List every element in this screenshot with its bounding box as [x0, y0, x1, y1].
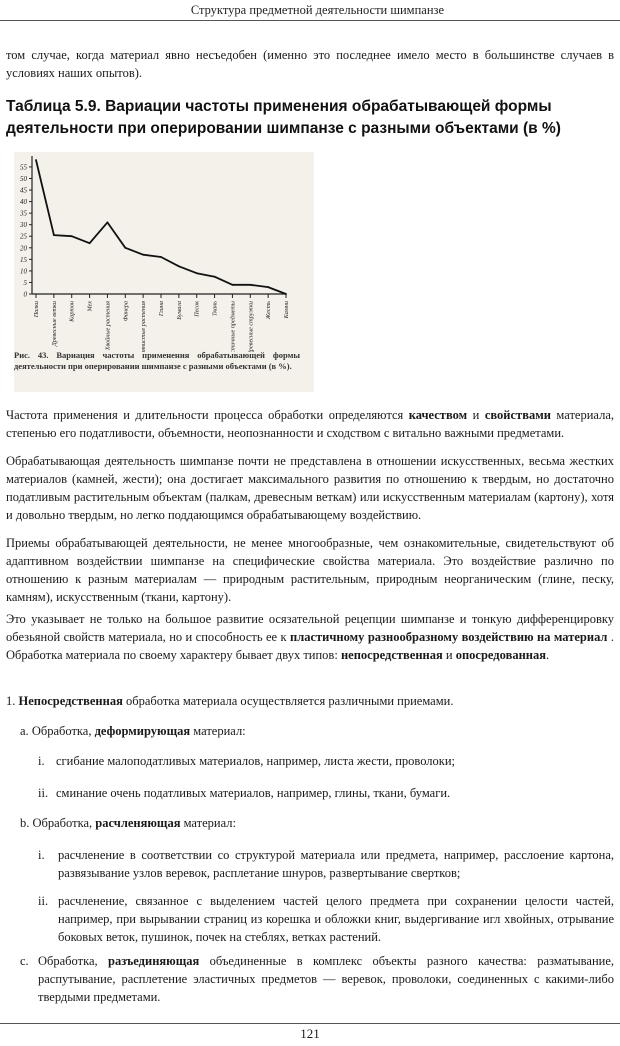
list-marker: a. [20, 724, 29, 738]
p4-text-d: и [442, 648, 456, 662]
list-item-a-bold: деформирующая [94, 724, 191, 738]
p4-bold-plastic: пластичному разнообразному воздействию на материал [290, 630, 608, 644]
list-item-a-i-text: сгибание малоподатливых материалов, например, листа жести, проволоки; [56, 754, 456, 768]
table-heading: Таблица 5.9. Вариации частоты применения обрабатывающей формы деятельности при оперировании шимпанзе с разными объектами (в %) [6, 98, 561, 137]
data-point [71, 235, 73, 237]
data-point [249, 284, 251, 286]
data-point [214, 276, 216, 278]
data-point [107, 221, 109, 223]
paragraph-1 [6, 406, 614, 442]
x-tick-label: Жесть [265, 301, 273, 320]
p1-text-d: материала, степенью его податливости, объемности, неопознанности и сходством с витально важными предметами. [6, 408, 614, 440]
y-tick-label: 30 [20, 221, 27, 230]
x-tick-label: Хвойные растения [104, 301, 112, 351]
x-tick-label: Ткань [211, 301, 219, 316]
p1-bold-quality: качеством [408, 408, 468, 422]
list-item-a-ii-text: сминание очень податливых материалов, например, глины, ткани, бумаги. [56, 786, 451, 800]
x-tick-label: Фанера [122, 301, 130, 322]
data-point [178, 265, 180, 267]
data-point [160, 256, 162, 258]
list-item-c-pre: Обработка, [38, 954, 108, 968]
p4-bold-mediated: опосредованная [455, 648, 546, 662]
figure-caption: Рис. 43. Вариация частоты применения обрабатывающей формы деятельности при оперировании шимпанзе с разными объектами (в %). [14, 350, 300, 371]
y-tick-label: 25 [20, 232, 27, 241]
list-marker: b. [20, 816, 30, 830]
x-tick-label: Бумага [175, 301, 183, 320]
list-marker: 1. [6, 694, 16, 708]
x-tick-label: Мех [86, 301, 94, 312]
y-tick-label: 20 [20, 244, 27, 253]
running-title: Структура предметной деятельности шимпанзе [190, 3, 444, 17]
page-number: 121 [300, 1026, 320, 1041]
x-tick-label: Картон [68, 301, 76, 322]
list-item-b-i [38, 846, 614, 882]
p1-text-a: Частота применения и длительности процесса обработки определяются [6, 408, 409, 422]
line-chart [14, 152, 314, 352]
list-item-b [20, 814, 614, 832]
list-marker: i. [38, 754, 45, 768]
x-tick-label: Древесные стружки [247, 301, 255, 352]
running-header [0, 0, 620, 20]
y-tick-label: 0 [23, 290, 27, 299]
list-item-b-i-text: расчленение в соответствии со структурой материала или предмета, например, расслоение картона, развязывание узлов веревок, расплетание шнуров, развертывание свертков; [58, 848, 614, 880]
y-tick-label: 10 [20, 267, 27, 276]
figure [14, 152, 314, 392]
data-point [142, 254, 144, 256]
list-item-a-pre: Обработка, [31, 724, 95, 738]
p1-bold-properties: свойствами [484, 408, 551, 422]
data-point [267, 286, 269, 288]
p4-text-e: . [545, 648, 550, 662]
x-tick-label: Песок [193, 301, 201, 317]
paragraph-3: Приемы обрабатывающей деятельности, не менее многообразные, чем ознакомительные, свидетельствуют об адаптивном воздействии шимпанзе на специфические свойства материала. Это воздействие различно по отношению к разным материалам — природным растительным, природным неорганическим (глине, песку, камням), искусственным (ткани, картону). [6, 536, 614, 604]
list-item-b-ii-text: расчленение, связанное с выделением частей целого предмета при сохранении целости частей, например, при вырывании страниц из корешка и обложки книг, выдергивание игл хвойных, отрывание боковых веток, пушинок, почек на стеблях, ветках растений. [58, 894, 614, 944]
y-tick-label: 40 [20, 198, 27, 207]
list-item-1 [6, 692, 614, 710]
p4-text-c: . Обработка материала по своему характеру бывает двух типов: [6, 630, 614, 662]
paragraph-2: Обрабатывающая деятельность шимпанзе почти не представлена в отношении искусственных, весьма жестких материалов (камней, жести); она достигает максимального развития по отношению к твердым, но достаточно податливым растительным объектам (палкам, древесным веткам) или искусственным материалам (картону), хотя и довольно твердым, но легко поддающимся обрабатывающему воздействию. [6, 454, 614, 522]
list-marker: ii. [38, 786, 49, 800]
list-item-c-bold: разъединяющая [108, 954, 200, 968]
list-item-a-i [38, 752, 614, 770]
list-item-a [20, 722, 614, 740]
list-marker: i. [38, 848, 45, 862]
list-item-a-ii [38, 784, 614, 802]
list-item-1-bold: Непосредственная [18, 694, 123, 708]
y-tick-label: 35 [20, 209, 27, 218]
list-marker: c. [20, 954, 29, 968]
p1-text-c: и [467, 408, 485, 422]
y-tick-label: 5 [23, 278, 27, 287]
data-point [35, 159, 37, 161]
p4-text-a: Это указывает не только на большое развитие осязательной рецепции шимпанзе и тонкую дифференцировку обезьяной свойств материала, но и способность ее к [6, 612, 614, 644]
y-tick-label: 55 [20, 163, 27, 172]
list-item-b-post: материал: [180, 816, 236, 830]
data-point [53, 234, 55, 236]
paragraph-4 [6, 610, 614, 664]
x-tick-label: Палки [33, 301, 40, 318]
y-tick-label: 45 [20, 186, 27, 195]
x-tick-label: Травянистые растения [140, 301, 148, 352]
x-tick-label: Эластичные предметы [229, 301, 237, 352]
list-item-a-post: материал: [190, 724, 246, 738]
data-point [285, 293, 287, 295]
data-point [232, 284, 234, 286]
data-point [89, 242, 91, 244]
x-tick-label: Камни [283, 301, 290, 319]
intro-paragraph: том случае, когда материал явно несъедобен (именно это последнее имело место в большинстве случаев в условиях наших опытов). [6, 48, 614, 80]
list-item-b-ii [38, 892, 614, 946]
footer-rule [0, 1023, 620, 1024]
list-item-c-post: объединенные в комплекс объекты разного качества: разматывание, распутывание, расплетение эластичных предметов — веревок, проволоки, соединенных с какими-либо твердыми предметами. [38, 954, 614, 1004]
data-point [124, 247, 126, 249]
series-line [36, 160, 286, 294]
header-rule [0, 20, 620, 21]
y-tick-label: 15 [20, 255, 27, 264]
list-item-1-text: обработка материала осуществляется различными приемами. [122, 694, 454, 708]
list-item-b-bold: расчленяющая [95, 816, 181, 830]
list-marker: ii. [38, 894, 49, 908]
x-tick-label: Древесные ветки [50, 301, 58, 347]
y-tick-label: 50 [20, 174, 27, 183]
p4-bold-direct: непосредственная [340, 648, 443, 662]
x-tick-label: Глина [158, 301, 165, 317]
list-item-c [20, 952, 614, 1006]
list-item-b-pre: Обработка, [32, 816, 96, 830]
data-point [196, 272, 198, 274]
